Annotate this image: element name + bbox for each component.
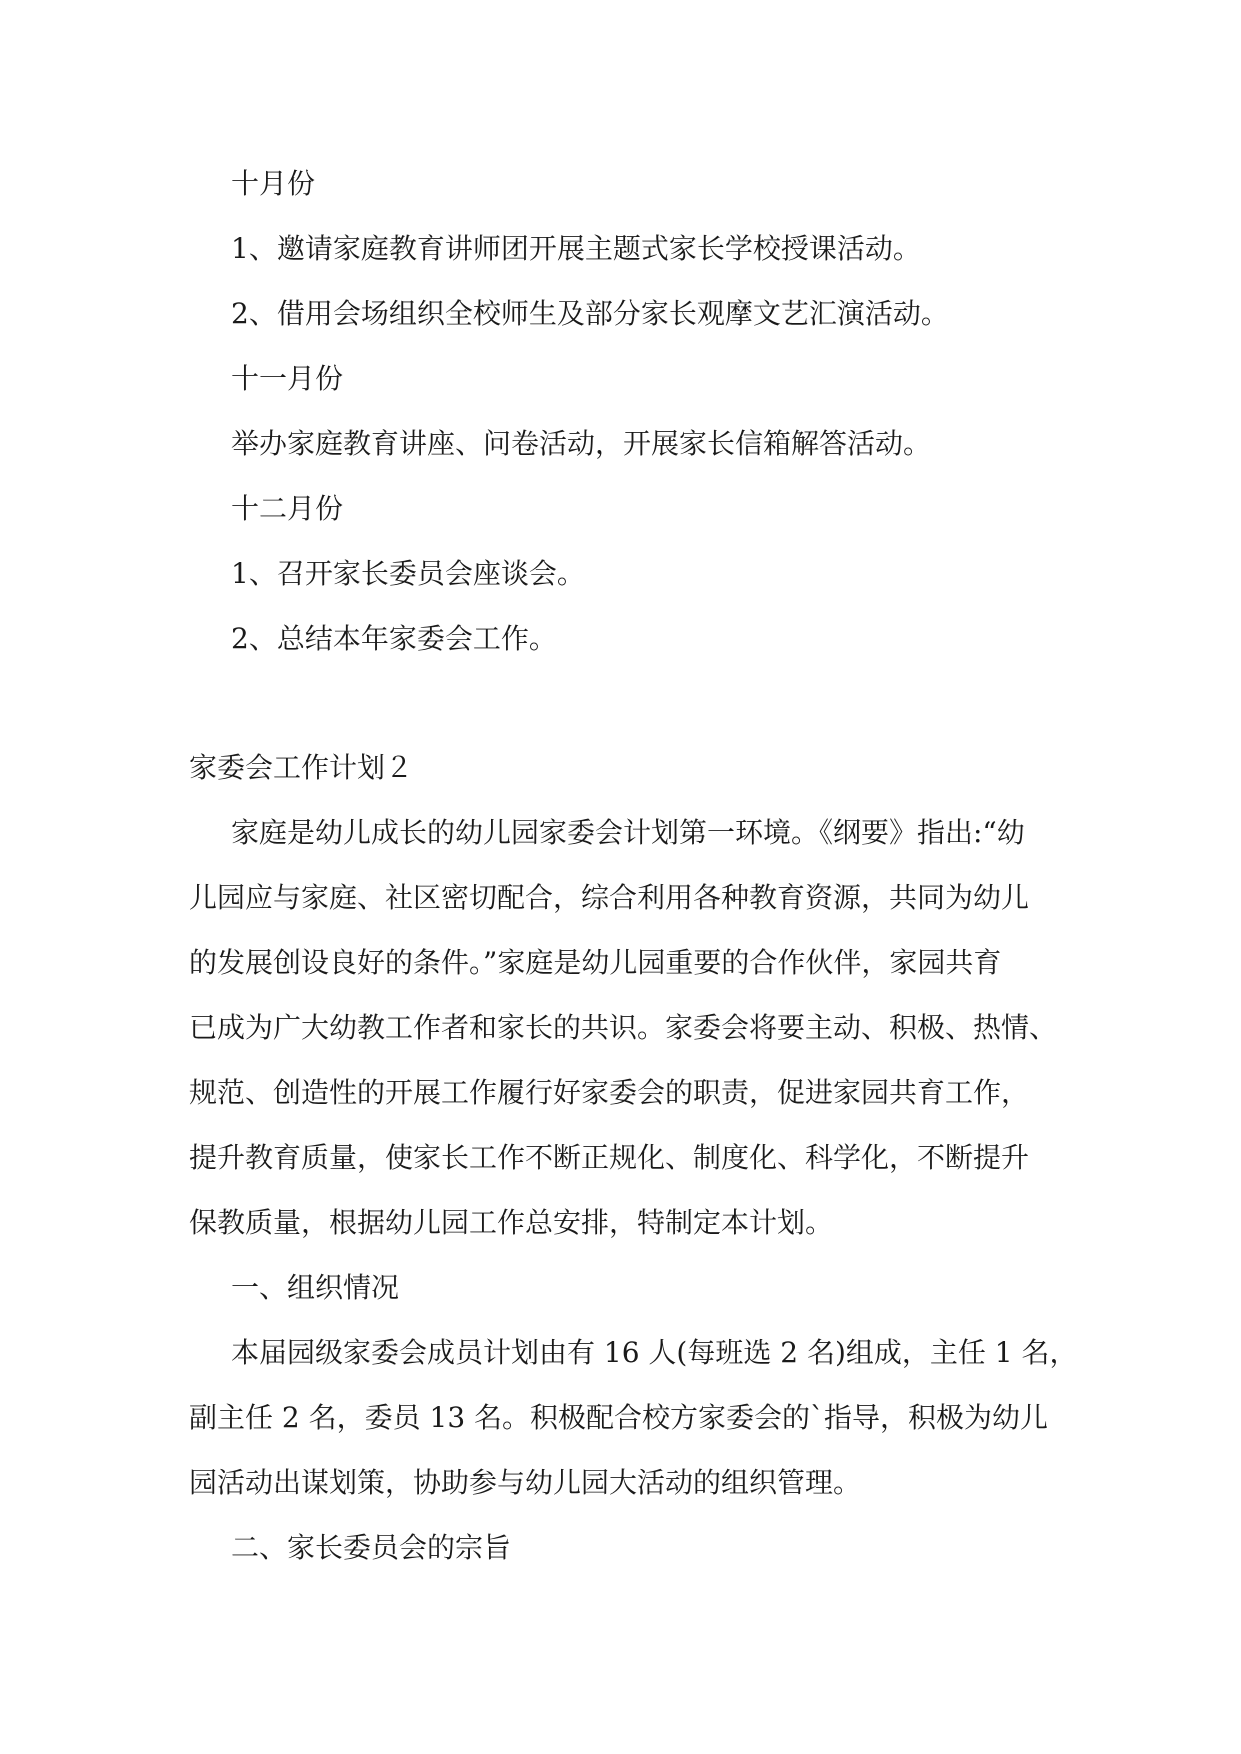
october-item-2: 2、借用会场组织全校师生及部分家长观摩文艺汇演活动。 [231,297,949,330]
section-title: 家委会工作计划２ [189,751,414,784]
organization-paragraph-line: 园活动出谋划策，协助参与幼儿园大活动的组织管理。 [189,1466,862,1499]
intro-paragraph-line: 家庭是幼儿成长的幼儿园家委会计划第一环境。《纲要》指出:“幼 [231,816,1025,849]
month-heading-october: 十月份 [231,167,316,200]
organization-paragraph-line: 副主任 2 名，委员 13 名。积极配合校方家委会的`指导，积极为幼儿 [189,1401,1049,1434]
intro-paragraph-line: 儿园应与家庭、社区密切配合，综合利用各种教育资源，共同为幼儿 [189,881,1030,914]
heading-purpose: 二、家长委员会的宗旨 [231,1531,512,1564]
intro-paragraph-line: 提升教育质量，使家长工作不断正规化、制度化、科学化，不断提升 [189,1141,1030,1174]
organization-paragraph-line: 本届园级家委会成员计划由有 16 人(每班选 2 名)组成，主任 1 名， [231,1336,1078,1369]
october-item-1: 1、邀请家庭教育讲师团开展主题式家长学校授课活动。 [231,232,921,265]
november-item-1: 举办家庭教育讲座、问卷活动，开展家长信箱解答活动。 [231,427,932,460]
december-item-2: 2、总结本年家委会工作。 [231,622,557,655]
intro-paragraph-line: 的发展创设良好的条件。”家庭是幼儿园重要的合作伙伴，家园共育 [189,946,1002,979]
intro-paragraph-line: 规范、创造性的开展工作履行好家委会的职责，促进家园共育工作， [189,1076,1030,1109]
december-item-1: 1、召开家长委员会座谈会。 [231,557,585,590]
heading-organization: 一、组织情况 [231,1271,400,1304]
intro-paragraph-line: 已成为广大幼教工作者和家长的共识。家委会将要主动、积极、热情、 [189,1011,1058,1044]
month-heading-december: 十二月份 [231,492,344,525]
intro-paragraph-line: 保教质量，根据幼儿园工作总安排，特制定本计划。 [189,1206,834,1239]
month-heading-november: 十一月份 [231,362,344,395]
